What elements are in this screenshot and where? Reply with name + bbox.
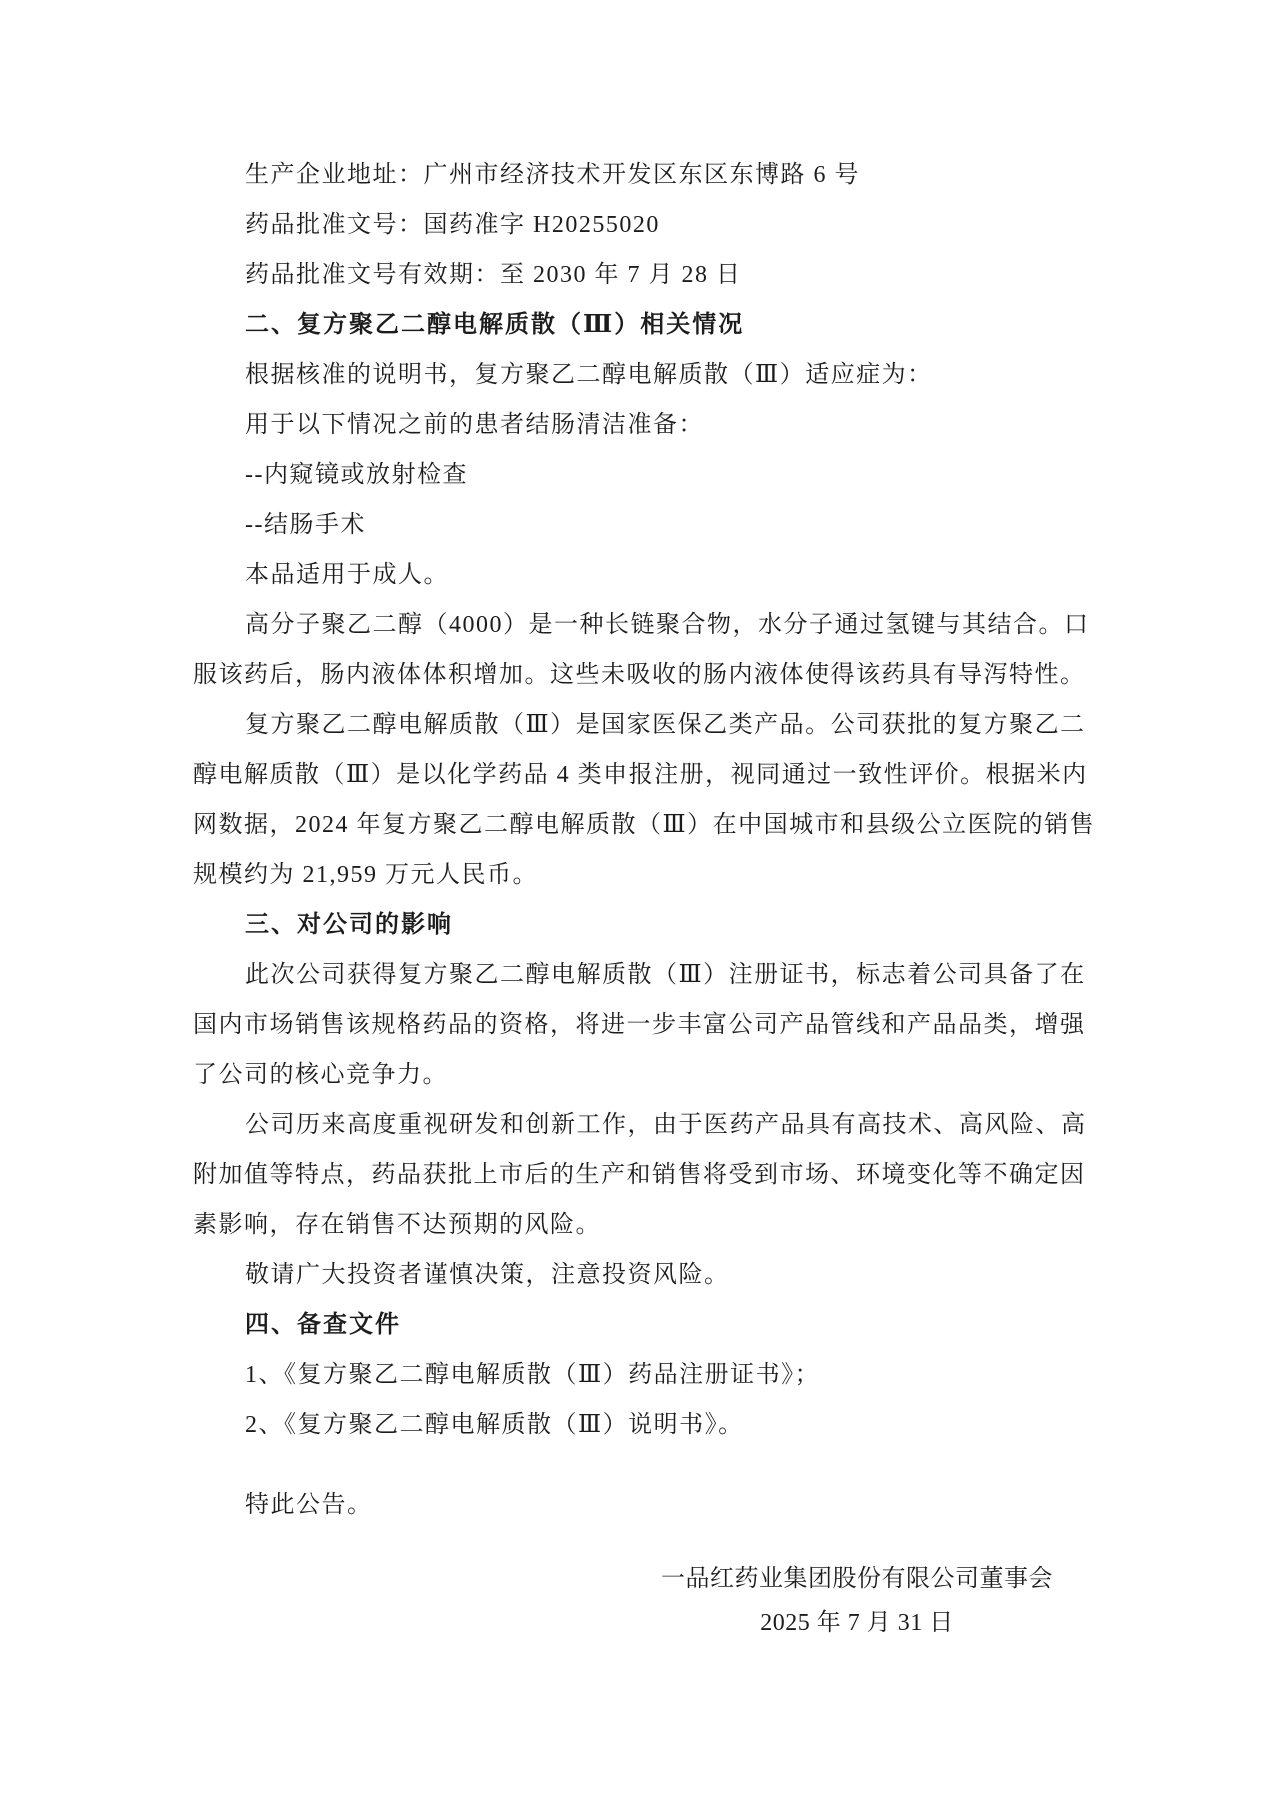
doc-line: 素影响，存在销售不达预期的风险。	[193, 1212, 601, 1238]
doc-line: 本品适用于成人。	[245, 562, 449, 588]
signature-block	[193, 1554, 1083, 1642]
doc-line: 根据核准的说明书，复方聚乙二醇电解质散（Ⅲ）适应症为：	[245, 362, 933, 388]
doc-line: 了公司的核心竞争力。	[193, 1062, 448, 1088]
doc-line: 敬请广大投资者谨慎决策，注意投资风险。	[245, 1262, 730, 1288]
doc-line: 醇电解质散（Ⅲ）是以化学药品 4 类申报注册，视同通过一致性评价。根据米内	[193, 762, 1088, 788]
closing-line: 特此公告。	[245, 1492, 373, 1518]
doc-line: 国内市场销售该规格药品的资格，将进一步丰富公司产品管线和产品品类，增强	[193, 1012, 1086, 1038]
document-body	[193, 150, 1096, 1642]
doc-line: 规模约为 21,959 万元人民币。	[193, 862, 538, 888]
info-line-approval-number: 药品批准文号：国药准字 H20255020	[245, 212, 660, 238]
doc-line: 复方聚乙二醇电解质散（Ⅲ）是国家医保乙类产品。公司获批的复方聚乙二	[245, 712, 1086, 738]
blank-line	[193, 1530, 1083, 1554]
doc-line: 网数据，2024 年复方聚乙二醇电解质散（Ⅲ）在中国城市和县级公立医院的销售	[193, 812, 1096, 838]
info-line-manufacturer-address: 生产企业地址：广州市经济技术开发区东区东博路 6 号	[245, 162, 860, 188]
reference-item-2: 2、《复方聚乙二醇电解质散（Ⅲ）说明书》。	[245, 1412, 744, 1438]
doc-line-indication-2: --结肠手术	[245, 512, 366, 538]
blank-line	[193, 1450, 1083, 1480]
doc-line: 服该药后，肠内液体体积增加。这些未吸收的肠内液体使得该药具有导泻特性。	[193, 662, 1086, 688]
reference-item-1: 1、《复方聚乙二醇电解质散（Ⅲ）药品注册证书》；	[245, 1362, 821, 1388]
signature-inner	[661, 1554, 1053, 1642]
doc-line: 高分子聚乙二醇（4000）是一种长链聚合物，水分子通过氢键与其结合。口	[245, 612, 1090, 638]
signature-company: 一品红药业集团股份有限公司董事会	[661, 1566, 1053, 1592]
section-heading-2: 二、复方聚乙二醇电解质散（Ⅲ）相关情况	[245, 312, 745, 338]
doc-line: 公司历来高度重视研发和创新工作，由于医药产品具有高技术、高风险、高	[245, 1112, 1087, 1138]
doc-line-indication-1: --内窥镜或放射检查	[245, 462, 468, 488]
info-line-approval-validity: 药品批准文号有效期：至 2030 年 7 月 28 日	[245, 262, 742, 288]
section-heading-3: 三、对公司的影响	[245, 912, 453, 938]
doc-line: 附加值等特点，药品获批上市后的生产和销售将受到市场、环境变化等不确定因	[193, 1162, 1086, 1188]
doc-line: 用于以下情况之前的患者结肠清洁准备：	[245, 412, 704, 438]
signature-date: 2025 年 7 月 31 日	[760, 1610, 954, 1636]
section-heading-4: 四、备查文件	[245, 1312, 401, 1338]
doc-line: 此次公司获得复方聚乙二醇电解质散（Ⅲ）注册证书，标志着公司具备了在	[245, 962, 1086, 988]
